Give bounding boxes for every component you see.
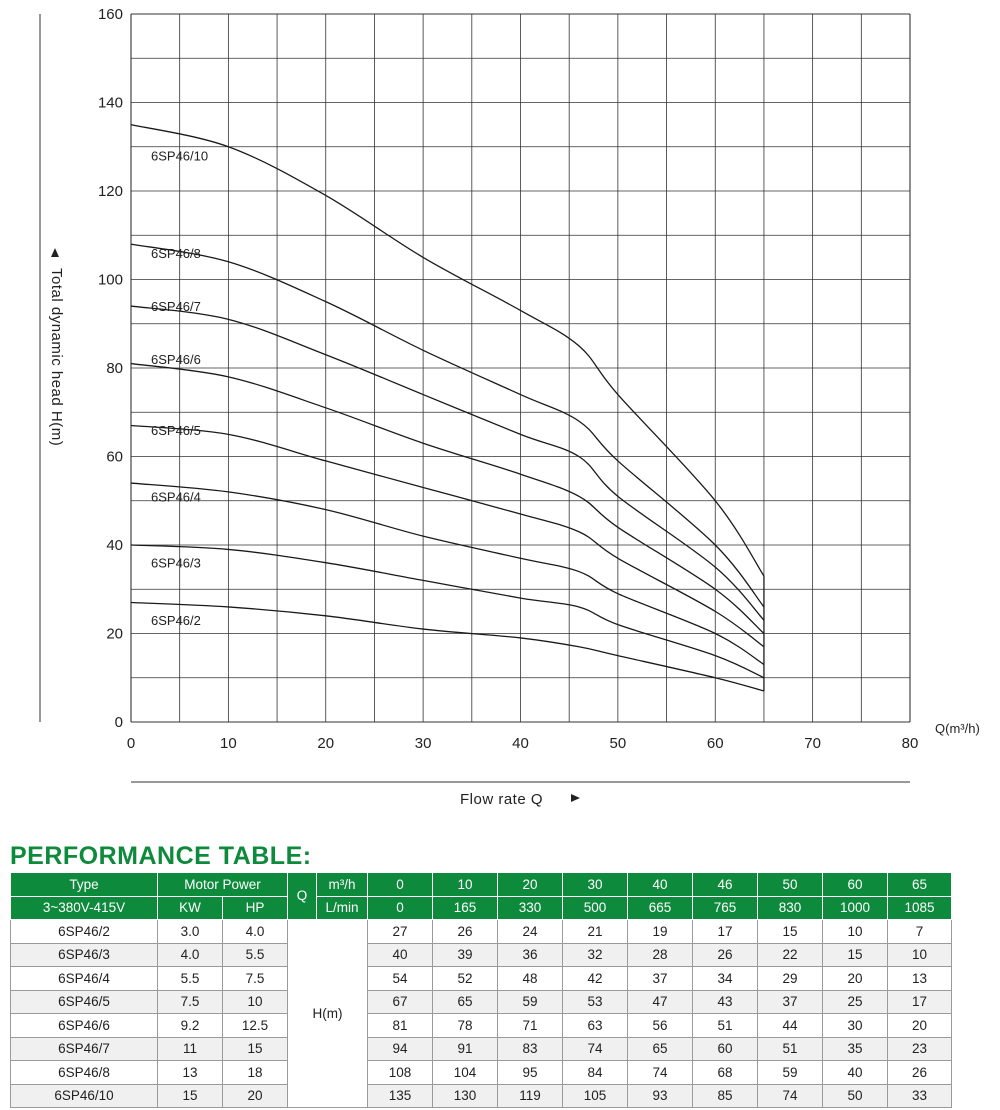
hp-cell: 7.5 <box>223 967 288 991</box>
x-tick-label: 20 <box>317 735 335 752</box>
series-label: 6SP46/6 <box>151 352 201 368</box>
x-tick-label: 40 <box>512 735 529 752</box>
head-value-cell: 74 <box>758 1084 823 1108</box>
performance-table-title: PERFORMANCE TABLE: <box>10 842 312 870</box>
lmin-value: 500 <box>563 896 628 920</box>
head-label-cell: H(m) <box>288 920 368 1108</box>
head-value-cell: 53 <box>563 990 628 1014</box>
head-value-cell: 44 <box>758 1014 823 1038</box>
head-value-cell: 29 <box>758 967 823 991</box>
head-value-cell: 34 <box>693 967 758 991</box>
y-tick-labels <box>98 6 123 731</box>
head-value-cell: 25 <box>823 990 888 1014</box>
table-row <box>11 990 952 1014</box>
hp-cell: 4.0 <box>223 920 288 944</box>
head-value-cell: 74 <box>628 1061 693 1085</box>
x-tick-labels <box>127 735 919 752</box>
x-tick-label: 10 <box>220 735 237 752</box>
head-value-cell: 54 <box>368 967 433 991</box>
performance-curves <box>131 125 764 691</box>
model-cell: 6SP46/7 <box>11 1037 158 1061</box>
performance-table-body <box>11 920 952 1108</box>
head-value-cell: 26 <box>433 920 498 944</box>
x-tick-label: 0 <box>126 735 136 752</box>
model-cell: 6SP46/8 <box>11 1061 158 1085</box>
head-value-cell: 10 <box>888 943 952 967</box>
grid <box>131 14 910 722</box>
hp-header: HP <box>223 896 288 920</box>
head-value-cell: 56 <box>628 1014 693 1038</box>
head-value-cell: 28 <box>628 943 693 967</box>
head-value-cell: 17 <box>888 990 952 1014</box>
head-value-cell: 7 <box>888 920 952 944</box>
y-tick-label: 0 <box>114 714 123 731</box>
x-axis-title: Flow rate Q <box>460 791 544 808</box>
head-value-cell: 22 <box>758 943 823 967</box>
curve-6SP46-3 <box>131 545 764 678</box>
head-value-cell: 42 <box>563 967 628 991</box>
model-cell: 6SP46/3 <box>11 943 158 967</box>
voltage-header: 3~380V-415V <box>11 896 158 920</box>
head-value-cell: 30 <box>823 1014 888 1038</box>
head-value-cell: 105 <box>563 1084 628 1108</box>
curve-6SP46-8 <box>131 244 764 607</box>
head-value-cell: 52 <box>433 967 498 991</box>
x-axis-arrow-icon <box>571 794 580 802</box>
head-value-cell: 32 <box>563 943 628 967</box>
head-value-cell: 65 <box>433 990 498 1014</box>
head-value-cell: 119 <box>498 1084 563 1108</box>
header-row-2 <box>11 896 952 920</box>
hp-cell: 12.5 <box>223 1014 288 1038</box>
head-value-cell: 51 <box>758 1037 823 1061</box>
head-value-cell: 48 <box>498 967 563 991</box>
x-unit-label: Q(m³/h) <box>935 721 980 736</box>
y-tick-label: 120 <box>97 183 123 200</box>
head-value-cell: 36 <box>498 943 563 967</box>
head-value-cell: 43 <box>693 990 758 1014</box>
unit-lmin-header: L/min <box>317 896 368 920</box>
table-row <box>11 1037 952 1061</box>
table-row <box>11 967 952 991</box>
series-label: 6SP46/7 <box>151 299 201 315</box>
m3h-value: 30 <box>563 873 628 897</box>
table-row <box>11 1061 952 1085</box>
kw-cell: 15 <box>158 1084 223 1108</box>
x-tick-label: 50 <box>609 735 627 752</box>
y-tick-label: 20 <box>106 625 123 643</box>
lmin-value: 330 <box>498 896 563 920</box>
model-cell: 6SP46/6 <box>11 1014 158 1038</box>
y-tick-label: 100 <box>97 271 123 289</box>
y-tick-label: 160 <box>97 6 123 23</box>
head-value-cell: 23 <box>888 1037 952 1061</box>
y-axis-arrow-icon <box>51 248 59 257</box>
lmin-value: 1000 <box>823 896 888 920</box>
head-value-cell: 21 <box>563 920 628 944</box>
kw-cell: 7.5 <box>158 990 223 1014</box>
kw-cell: 11 <box>158 1037 223 1061</box>
head-value-cell: 40 <box>823 1061 888 1085</box>
head-value-cell: 135 <box>368 1084 433 1108</box>
head-value-cell: 108 <box>368 1061 433 1085</box>
y-axis-title: Total dynamic head H(m) <box>48 268 65 447</box>
performance-table <box>10 872 952 1108</box>
head-value-cell: 78 <box>433 1014 498 1038</box>
kw-cell: 9.2 <box>158 1014 223 1038</box>
kw-cell: 4.0 <box>158 943 223 967</box>
head-value-cell: 40 <box>368 943 433 967</box>
lmin-value: 830 <box>758 896 823 920</box>
head-value-cell: 94 <box>368 1037 433 1061</box>
head-value-cell: 67 <box>368 990 433 1014</box>
lmin-value: 165 <box>433 896 498 920</box>
series-label: 6SP46/5 <box>151 422 201 438</box>
m3h-value: 50 <box>758 873 823 897</box>
head-value-cell: 71 <box>498 1014 563 1038</box>
x-tick-label: 80 <box>901 735 919 752</box>
x-tick-label: 30 <box>414 735 432 752</box>
lmin-value: 765 <box>693 896 758 920</box>
head-value-cell: 15 <box>758 920 823 944</box>
head-value-cell: 35 <box>823 1037 888 1061</box>
curve-6SP46-4 <box>131 483 764 664</box>
head-value-cell: 59 <box>498 990 563 1014</box>
table-row <box>11 943 952 967</box>
table-row <box>11 1014 952 1038</box>
head-value-cell: 33 <box>888 1084 952 1108</box>
head-value-cell: 85 <box>693 1084 758 1108</box>
kw-cell: 5.5 <box>158 967 223 991</box>
head-value-cell: 104 <box>433 1061 498 1085</box>
head-value-cell: 84 <box>563 1061 628 1085</box>
head-value-cell: 47 <box>628 990 693 1014</box>
unit-m3h-header: m³/h <box>317 873 368 897</box>
model-cell: 6SP46/2 <box>11 920 158 944</box>
y-tick-label: 80 <box>106 360 123 377</box>
head-value-cell: 13 <box>888 967 952 991</box>
head-value-cell: 19 <box>628 920 693 944</box>
hp-cell: 20 <box>223 1084 288 1108</box>
header-row-1 <box>11 873 952 897</box>
hp-cell: 5.5 <box>223 943 288 967</box>
head-value-cell: 74 <box>563 1037 628 1061</box>
curve-6SP46-7 <box>131 306 764 620</box>
head-value-cell: 39 <box>433 943 498 967</box>
head-value-cell: 27 <box>368 920 433 944</box>
type-header: Type <box>11 873 158 897</box>
y-tick-label: 140 <box>97 94 123 112</box>
m3h-value: 40 <box>628 873 693 897</box>
table-row <box>11 920 952 944</box>
lmin-value: 1085 <box>888 896 952 920</box>
x-tick-label: 70 <box>804 735 821 752</box>
head-value-cell: 10 <box>823 920 888 944</box>
m3h-value: 46 <box>693 873 758 897</box>
y-tick-label: 40 <box>106 537 123 554</box>
motor-power-header: Motor Power <box>158 873 288 897</box>
head-value-cell: 60 <box>693 1037 758 1061</box>
model-cell: 6SP46/5 <box>11 990 158 1014</box>
series-label: 6SP46/8 <box>151 245 201 261</box>
head-value-cell: 20 <box>888 1014 952 1038</box>
head-value-cell: 130 <box>433 1084 498 1108</box>
kw-header: KW <box>158 896 223 920</box>
hp-cell: 10 <box>223 990 288 1014</box>
model-cell: 6SP46/4 <box>11 967 158 991</box>
head-value-cell: 65 <box>628 1037 693 1061</box>
m3h-value: 60 <box>823 873 888 897</box>
head-value-cell: 83 <box>498 1037 563 1061</box>
table-row <box>11 1084 952 1108</box>
head-value-cell: 81 <box>368 1014 433 1038</box>
head-value-cell: 17 <box>693 920 758 944</box>
series-label: 6SP46/3 <box>151 555 201 571</box>
head-value-cell: 91 <box>433 1037 498 1061</box>
x-tick-label: 60 <box>706 735 724 752</box>
m3h-value: 10 <box>433 873 498 897</box>
curve-6SP46-10 <box>131 125 764 576</box>
head-value-cell: 37 <box>628 967 693 991</box>
head-value-cell: 93 <box>628 1084 693 1108</box>
head-value-cell: 95 <box>498 1061 563 1085</box>
q-header: Q <box>288 873 317 920</box>
hp-cell: 15 <box>223 1037 288 1061</box>
head-value-cell: 51 <box>693 1014 758 1038</box>
hp-cell: 18 <box>223 1061 288 1085</box>
lmin-value: 0 <box>368 896 433 920</box>
series-label: 6SP46/2 <box>151 613 201 629</box>
lmin-value: 665 <box>628 896 693 920</box>
model-cell: 6SP46/10 <box>11 1084 158 1108</box>
kw-cell: 13 <box>158 1061 223 1085</box>
m3h-value: 0 <box>368 873 433 897</box>
series-label: 6SP46/4 <box>151 489 201 505</box>
m3h-value: 65 <box>888 873 952 897</box>
head-value-cell: 37 <box>758 990 823 1014</box>
head-value-cell: 26 <box>693 943 758 967</box>
head-value-cell: 68 <box>693 1061 758 1085</box>
head-value-cell: 15 <box>823 943 888 967</box>
series-label: 6SP46/10 <box>151 148 209 164</box>
head-value-cell: 26 <box>888 1061 952 1085</box>
m3h-value: 20 <box>498 873 563 897</box>
head-value-cell: 50 <box>823 1084 888 1108</box>
head-value-cell: 63 <box>563 1014 628 1038</box>
kw-cell: 3.0 <box>158 920 223 944</box>
head-value-cell: 59 <box>758 1061 823 1085</box>
head-value-cell: 20 <box>823 967 888 991</box>
y-tick-label: 60 <box>106 448 123 466</box>
head-value-cell: 24 <box>498 920 563 944</box>
